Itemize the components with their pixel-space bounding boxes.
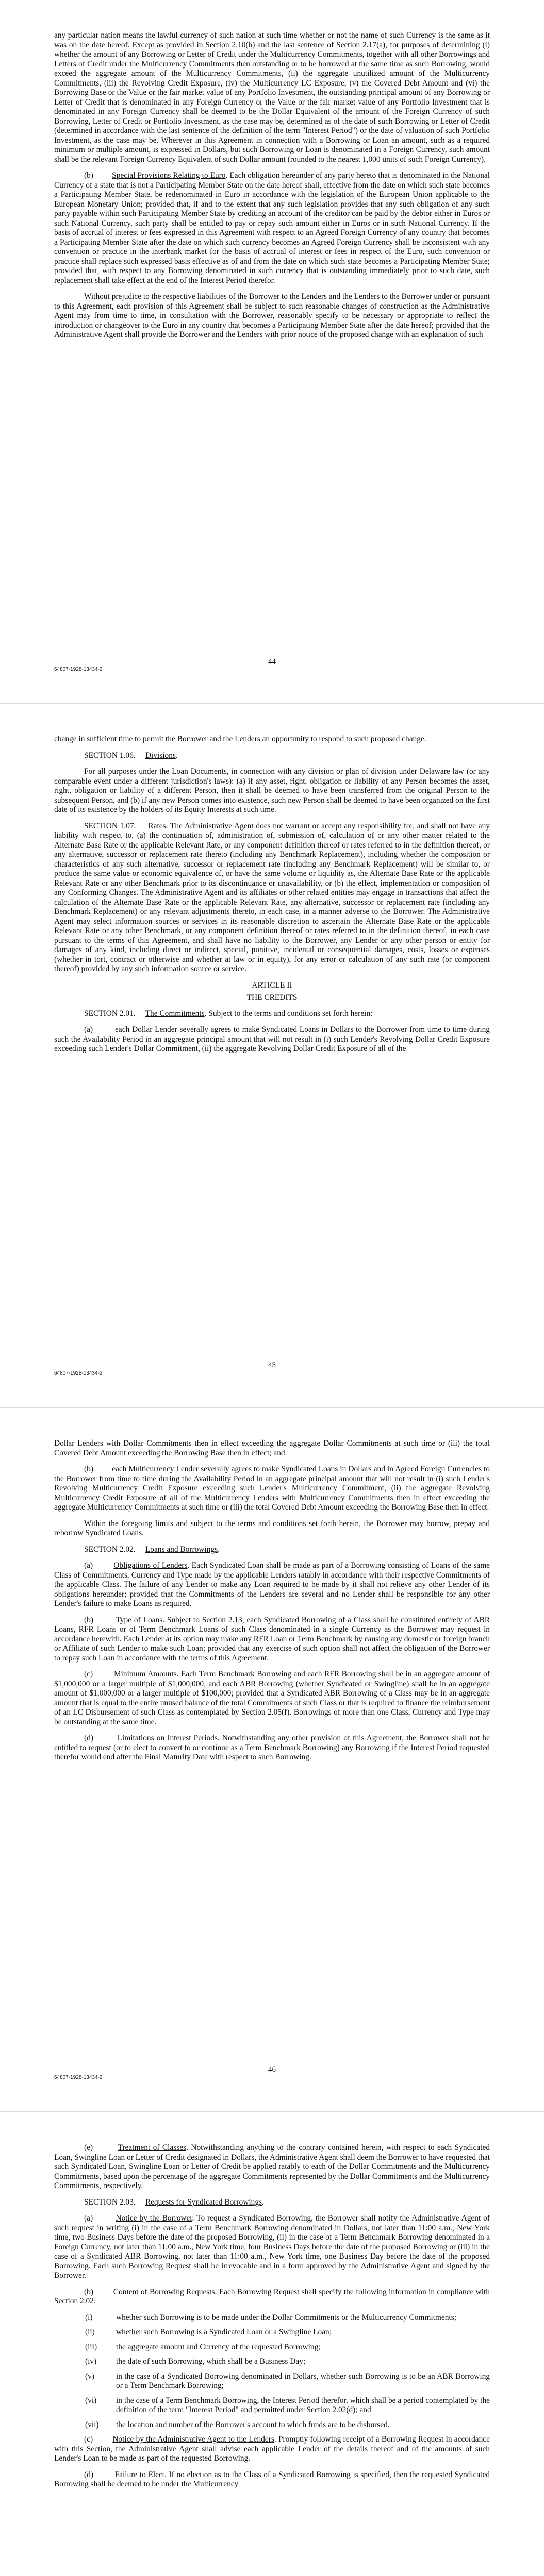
paragraph-continued: Dollar Lenders with Dollar Commitments then in effect exceeding the aggregate Dollar Commitments at such time or (iii) the total Covered Debt Amount exceeding the Borrowing Base then in effect; and <box>54 1439 490 1458</box>
clause-d-failure-to-elect <box>54 2470 490 2489</box>
clause-heading: Type of Loans <box>116 1615 163 1624</box>
page-47-body <box>54 2143 490 2576</box>
clause-text: each Multicurrency Lender severally agrees to make Syndicated Loans in Dollars and in Agreed Foreign Currencies to the Borrower from time to time during the Availability Period in an aggregate principal amount that will not result in (i) such Lender's Revolving Multicurrency Credit Exposure exceeding such Lender's Multicurrency Commitment, (ii) the aggregate Revolving Multicurrency Credit Exposure of all of the Multicurrency Lenders with Multicurrency Commitments then in effect exceeding the aggregate Multicurrency Commitments at such time or (iii) the total Covered Debt Amount exceeding the Borrowing Base then in effect. <box>54 1465 490 1512</box>
list-item <box>85 2396 490 2415</box>
section-text: . Subject to the terms and conditions set forth herein: <box>204 1009 373 1018</box>
section-title: SECTION 2.02. <box>84 1545 136 1554</box>
clause-d-interest-periods <box>54 1734 490 1762</box>
page-47 <box>0 2112 544 2576</box>
page-46 <box>0 1408 544 2111</box>
clause-b-multicurrency-lenders <box>54 1465 490 1513</box>
section-title: SECTION 1.06. <box>84 751 136 760</box>
clause-text: . Notwithstanding any other provision of this Agreement, the Borrower shall not be entitled to request (or to elect to convert to or continue as a Term Benchmark Borrowing) any Borrowing if the Interest Period requested therefor would end after the Final Maturity Date with respect to such Borrowing. <box>54 1734 490 1761</box>
section-text: . The Administrative Agent does not warrant or accept any responsibility for, and shall not have any liability with respect to, (a) the continuation of, administration of, submission of, calculation of or any other matter related to the Alternate Base Rate or the applicable Relevant Rate, or any component definition thereof or rates referred to in the definition thereof, or any alternative, successor or replacement rate thereto (including any Benchmark Replacement), including whether the composition or characteristics of any such alternative, successor or replacement rate (including any Benchmark Replacement) will be similar to, or produce the same value or economic equivalence of, or have the same volume or liquidity as, the Alternate Base Rate or the applicable Relevant Rate or any other Benchmark prior to its discontinuance or unavailability, or (b) the effect, implementation or composition of any Conforming Changes. The Administrative Agent and its affiliates or other related entities may engage in transactions that affect the calculation of the Alternate Base Rate or the applicable Relevant Rate, any alternative, successor or replacement rate (including any Benchmark Replacement) or any relevant adjustments thereto, in each case, in a manner adverse to the Borrower. The Administrative Agent may select information sources or services in its reasonable discretion to ascertain the Alternate Base Rate or the applicable Relevant Rate or any other Benchmark, or any component definition thereof or rates referred to in the definition thereof, in each case pursuant to the terms of this Agreement, and shall have no liability to the Borrower, any Lender or any other person or entity for damages of any kind, including direct or indirect, special, punitive, incidental or consequential damages, costs, losses or expenses (whether in tort, contract or otherwise and whether at law or in equity), for any error or calculation of any such rate (or component thereof) provided by any such information source or service. <box>54 821 490 973</box>
clause-text: . To request a Syndicated Borrowing, the Borrower shall notify the Administrative Agent of such request in writing (i) in the case of a Term Benchmark Borrowing denominated in Dollars, not later than 11:00 a.m., New York time, two Business Days before the date of the proposed Borrowing, (ii) in the case of a Term Benchmark Borrowing denominated in a Foreign Currency, not later than 11:00 a.m., New York time, four Business Days before the date of the proposed Borrowing or (iii) in the case of a Syndicated ABR Borrowing, not later than 11:00 a.m., New York time, one Business Day before the date of the proposed Borrowing. Each such Borrowing Request shall be irrevocable and in a form approved by the Administrative Agent and signed by the Borrower. <box>54 2214 490 2280</box>
section-2-01 <box>54 1009 490 1019</box>
clause-label: (c) <box>84 1670 93 1679</box>
section-heading: Requests for Syndicated Borrowings <box>145 2197 262 2207</box>
section-title: SECTION 2.03. <box>84 2197 136 2207</box>
clause-label: (d) <box>84 2470 93 2479</box>
page-number: 45 <box>268 1361 276 1369</box>
section-2-03: SECTION 2.03. Requests for Syndicated Borrowings. <box>84 2197 264 2207</box>
article-number: ARTICLE II <box>252 980 292 990</box>
section-1-07 <box>54 822 490 974</box>
section-title: SECTION 1.07. <box>84 821 136 831</box>
clause-heading: Minimum Amounts <box>113 1670 177 1679</box>
section-1-06: SECTION 1.06. Divisions. <box>84 751 178 760</box>
clause-label: (a) <box>84 2214 93 2223</box>
list-item <box>85 2343 490 2352</box>
clause-label: (a) <box>84 1025 93 1034</box>
page-number: 44 <box>268 657 276 666</box>
clause-heading: Failure to Elect <box>114 2470 165 2479</box>
document-id: 64807-1928-13434-2 <box>54 2075 103 2080</box>
clause-heading: Special Provisions Relating to Euro <box>112 171 226 180</box>
article-title: THE CREDITS <box>246 993 298 1002</box>
clause-label: (b) <box>84 2287 93 2296</box>
list-item <box>85 2313 490 2323</box>
clause-text: . Promptly following receipt of a Borrowing Request in accordance with this Section, the Administrative Agent shall advise each applicable Lender of the details thereof and of the amounts of such Lender's Loan to be made as part of the requested Borrowing. <box>54 2435 490 2463</box>
clause-a-notice-by-borrower <box>54 2214 490 2281</box>
paragraph-within-limits: Within the foregoing limits and subject to the terms and conditions set forth herein, the Borrower may borrow, prepay and reborrow Syndicated Loans. <box>54 1519 490 1537</box>
list-item-number: (vi) <box>85 2396 97 2405</box>
clause-text: . Each Borrowing Request shall specify the following information in compliance with Section 2.02: <box>54 2287 490 2306</box>
list-item-number: (iii) <box>85 2342 97 2351</box>
clause-e-treatment-of-classes <box>54 2143 490 2191</box>
list-item-number: (ii) <box>85 2328 95 2336</box>
list-item-number: (v) <box>85 2371 94 2381</box>
paragraph-divisions: For all purposes under the Loan Documents, in connection with any division or plan of division under Delaware law (or any comparable event under a different jurisdiction's laws): (a) if any asset, right, obligation or liability of any Person becomes the asset, right, obligation or liability of a different Person, then it shall be deemed to have been transferred from the original Person to the subsequent Person, and (b) if any new Person comes into existence, such new Person shall be deemed to have been organized on the first date of its existence by the holders of its Equity Interests at such time. <box>54 767 490 814</box>
clause-text: . Subject to Section 2.13, each Syndicated Borrowing of a Class shall be constituted entirely of ABR Loans, RFR Loans or of Term Benchmark Loans of such Class denominated in a single Currency as the Borrower may request in accordance herewith. Each Lender at its option may make any RFR Loan or Term Benchmark by causing any domestic or foreign branch or Affiliate of such Lender to make such Loan; provided that any exercise of such option shall not affect the obligation of the Borrower to repay such Loan in accordance with the terms of this Agreement. <box>54 1615 490 1663</box>
clause-label: (a) <box>84 1561 93 1570</box>
paragraph-continued: change in sufficient time to permit the Borrower and the Lenders an opportunity to respond to such proposed change. <box>54 735 426 743</box>
clause-heading: Treatment of Classes <box>118 2143 187 2152</box>
page-45 <box>0 704 544 1407</box>
clause-text: . Each Syndicated Loan shall be made as part of a Borrowing consisting of Loans of the same Class of Commitments, Currency and Type made by the applicable Lenders ratably in accordance with their respective Commitments of the applicable Class. The failure of any Lender to make any Loan required to be made by it shall not relieve any other Lender of its obligations hereunder; provided that the Commitments of the Lenders are several and no Lender shall be responsible for any other Lender's failure to make Loans as required. <box>54 1561 490 1608</box>
clause-label: (e) <box>84 2143 93 2152</box>
page-44 <box>0 0 544 703</box>
list-item-text: whether such Borrowing is to be made under the Dollar Commitments or the Multicurrency Commitments; <box>116 2313 456 2322</box>
section-heading: Rates <box>148 821 166 831</box>
document-id: 64807-1928-13434-2 <box>54 667 103 672</box>
paragraph-currency-determination: any particular nation means the lawful currency of such nation at such time whether or not the name of such Currency is the same as it was on the date hereof. Except as provided in Section 2.10(b) and the last sentence of Section 2.17(a), for purposes of determining (i) whether the amount of any Borrowing or Letter of Credit under the Multicurrency Commitments, together with all other Borrowings and Letters of Credit under the Multicurrency Commitments then outstanding or to be borrowed at the same time as such Borrowing, would exceed the aggregate amount of the Multicurrency Commitments, (ii) the aggregate unutilized amount of the Multicurrency Commitments, (iii) the Revolving Credit Exposure, (iv) the Multicurrency LC Exposure, (v) the Covered Debt Amount and (vi) the Borrowing Base or the Value or the fair market value of any Portfolio Investment, the outstanding principal amount of any Borrowing or Letter of Credit that is denominated in any Foreign Currency or the Value or the fair market value of any Portfolio Investment that is denominated in any Foreign Currency shall be deemed to be the Dollar Equivalent of the amount of the Foreign Currency of such Borrowing, Letter of Credit or Portfolio Investment, as the case may be, determined as of the date of such Borrowing or Letter of Credit (determined in accordance with the last sentence of the definition of the term "Interest Period") or the date of valuation of such Portfolio Investment, as the case may be. Wherever in this Agreement in connection with a Borrowing or Loan an amount, such as a required minimum or multiple amount, is expressed in Dollars, but such Borrowing or Loan is denominated in a Foreign Currency, such amount shall be the relevant Foreign Currency Equivalent of such Dollar amount (rounded to the nearest 1,000 units of such Foreign Currency). <box>54 31 490 164</box>
page-46-body <box>54 1439 490 2062</box>
list-item <box>85 2328 490 2337</box>
clause-heading: Limitations on Interest Periods <box>117 1734 218 1742</box>
clause-label: (b) <box>84 1615 93 1624</box>
clause-text: . Each obligation hereunder of any party hereto that is denominated in the National Currency of a state that is not a Participating Member State on the date hereof shall, effective from the date on which such state becomes a Participating Member State, be redenominated in Euro in accordance with the legislation of the European Union applicable to the European Monetary Union; provided that, if and to the extent that any such legislation provides that any such obligation of any such party payable within such Participating Member State by crediting an account of the creditor can be paid by the debtor either in Euros or such National Currency, such party shall be entitled to pay or repay such amount either in Euros or in such National Currency. If the basis of accrual of interest or fees expressed in this Agreement with respect to an Agreed Foreign Currency of any country that becomes a Participating Member State after the date on which such currency becomes an Agreed Foreign Currency shall be inconsistent with any convention or practice in the interbank market for the basis of accrual of interest or fees in respect of the Euro, such convention or practice shall replace such expressed basis effective as of and from the date on which such state becomes a Participating Member State; provided that, with respect to any Borrowing denominated in such currency that is outstanding immediately prior to such date, such replacement shall take effect at the end of the Interest Period therefor. <box>54 171 490 285</box>
clause-b-content-of-requests <box>54 2287 490 2307</box>
clause-c-minimum-amounts <box>54 1670 490 1727</box>
clause-a-dollar-lenders <box>54 1025 490 1054</box>
list-item <box>85 2357 490 2367</box>
clause-text: . Notwithstanding anything to the contrary contained herein, with respect to each Syndicated Loan, Swingline Loan or Letter of Credit designated in Dollars, the Administrative Agent shall deem the Borrower to have requested that such Syndicated Loan, Swingline Loan or Letter of Credit be applied ratably to each of the Dollar Commitments and the Multicurrency Commitments, based upon the percentage of the aggregate Commitments represented by the Dollar Commitments and the Multicurrency Commitments, respectively. <box>54 2143 490 2190</box>
section-2-02: SECTION 2.02. Loans and Borrowings. <box>84 1545 220 1554</box>
clause-text: each Dollar Lender severally agrees to make Syndicated Loans in Dollars to the Borrower from time to time during such the Availability Period in an aggregate principal amount that will not result in (i) such Lender's Revolving Dollar Credit Exposure exceeding such Lender's Dollar Commitment, (ii) the aggregate Revolving Dollar Credit Exposure of all of the <box>54 1025 490 1053</box>
clause-heading: Notice by the Administrative Agent to the Lenders <box>112 2435 274 2444</box>
document-id: 64807-1928-13434-2 <box>54 1370 103 1376</box>
page-45-body <box>54 735 490 1358</box>
clause-b-type-of-loans <box>54 1616 490 1664</box>
clause-heading: Obligations of Lenders <box>113 1561 188 1570</box>
clause-label: (d) <box>84 1734 93 1742</box>
list-item <box>85 2420 490 2430</box>
list-item-text: in the case of a Syndicated Borrowing denominated in Dollars, whether such Borrowing is to be an ABR Borrowing or a Term Benchmark Borrowing; <box>116 2371 490 2390</box>
section-heading: The Commitments <box>145 1009 205 1018</box>
clause-heading: Notice by the Borrower <box>116 2214 192 2223</box>
clause-label: (b) <box>84 1465 93 1473</box>
page-number: 46 <box>268 2065 276 2074</box>
clause-a-obligations <box>54 1561 490 1609</box>
clause-text: . If no election as to the Class of a Syndicated Borrowing is specified, then the requested Syndicated Borrowing shall be deemed to be under the Multicurrency <box>54 2470 490 2488</box>
paragraph-euro-changeover: Without prejudice to the respective liabilities of the Borrower to the Lenders and the Lenders to the Borrower under or pursuant to this Agreement, each provision of this Agreement shall be subject to such reasonable changes of construction as the Administrative Agent may from time to time, in consultation with the Borrower, reasonably specify to be necessary or appropriate to reflect the introduction or changeover to the Euro in any country that becomes a Participating Member State after the date hereof; provided that the Administrative Agent shall provide the Borrower and the Lenders with prior notice of the proposed change with an explanation of such <box>54 292 490 339</box>
list-item <box>85 2372 490 2391</box>
clause-c-notice-by-agent <box>54 2435 490 2464</box>
clause-text: . Each Term Benchmark Borrowing and each RFR Borrowing shall be in an aggregate amount of $1,000,000 or a larger multiple of $1,000,000, and each ABR Borrowing (whether Syndicated or Swingline) shall be in an aggregate amount of $1,000,000 or a larger multiple of $100,000; provided that a Syndicated ABR Borrowing of a Class may be in an aggregate amount that is equal to the entire unused balance of the total Commitments of such Class or that is required to finance the reimbursement of an LC Disbursement of such Class as contemplated by Section 2.05(f). Borrowings of more than one Class, Currency and Type may be outstanding at the same time. <box>54 1670 490 1726</box>
list-item-text: whether such Borrowing is a Syndicated Loan or a Swingline Loan; <box>116 2328 332 2336</box>
list-item-number: (iv) <box>85 2357 97 2366</box>
clause-heading: Content of Borrowing Requests <box>113 2287 215 2296</box>
section-title: SECTION 2.01. <box>84 1009 136 1018</box>
list-item-text: the aggregate amount and Currency of the requested Borrowing; <box>116 2342 321 2351</box>
list-item-text: in the case of a Term Benchmark Borrowing, the Interest Period therefor, which shall be a period contemplated by the definition of the term "Interest Period" and permitted under Section 2.02(d); and <box>116 2396 490 2414</box>
paragraph-euro-provisions <box>54 171 490 285</box>
section-heading: Loans and Borrowings <box>145 1545 218 1554</box>
list-item-text: the location and number of the Borrower's account to which funds are to be disbursed. <box>116 2420 390 2429</box>
page-44-body <box>54 31 490 654</box>
section-heading: Divisions <box>145 751 176 760</box>
list-item-number: (i) <box>85 2313 93 2322</box>
clause-label: (c) <box>84 2435 93 2444</box>
list-item-number: (vii) <box>85 2420 99 2429</box>
list-item-text: the date of such Borrowing, which shall be a Business Day; <box>116 2357 306 2366</box>
clause-label: (b) <box>84 171 93 180</box>
